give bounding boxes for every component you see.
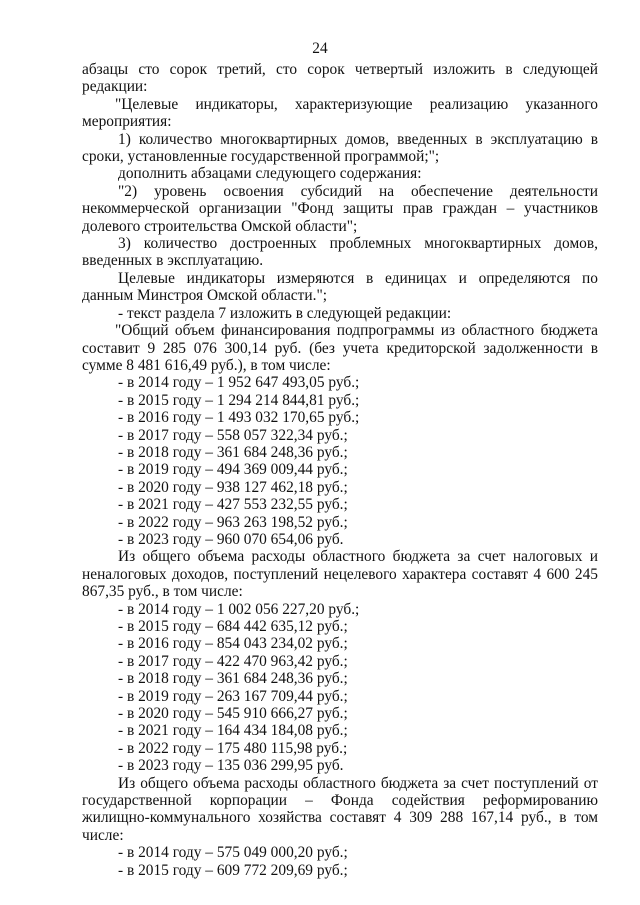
paragraph-indicator-1: 1) количество многоквартирных домов, введенных в эксплуатацию в сроки, установленные государственной программой;"; bbox=[82, 130, 598, 166]
list-tax-revenue-by-year bbox=[82, 601, 598, 775]
list-item: - в 2021 году – 164 434 184,08 руб.; bbox=[118, 722, 348, 740]
paragraph-indicators-measurement: Целевые индикаторы измеряются в единицах и определяются по данным Минстроя Омской области."; bbox=[82, 269, 598, 305]
list-item: - в 2023 году – 135 036 299,95 руб. bbox=[118, 757, 344, 775]
list-item: - в 2019 году – 494 369 009,44 руб.; bbox=[118, 461, 348, 479]
list-item: - в 2020 году – 545 910 666,27 руб.; bbox=[118, 705, 348, 723]
list-item: - в 2015 году – 609 772 209,69 руб.; bbox=[118, 861, 348, 879]
list-item: - в 2021 году – 427 553 232,55 руб.; bbox=[118, 496, 348, 514]
list-item: - в 2014 году – 1 952 647 493,05 руб.; bbox=[118, 374, 360, 392]
paragraph-total-funding: "Общий объем финансирования подпрограммы из областного бюджета составит 9 285 076 300,14 руб. (без учета кредиторской задолженности в сумме 8 481 616,49 руб.), в том числе: bbox=[82, 322, 598, 374]
list-item: - в 2015 году – 684 442 635,12 руб.; bbox=[118, 618, 348, 635]
document-body bbox=[82, 61, 598, 879]
paragraph-indicator-3: 3) количество достроенных проблемных многоквартирных домов, введенных в эксплуатацию. bbox=[82, 235, 598, 270]
list-item: - в 2018 году – 361 684 248,36 руб.; bbox=[118, 443, 348, 461]
paragraph-indicator-2: "2) уровень освоения субсидий на обеспечение деятельности некоммерческой организации "Фонд защиты прав граждан – участников долевого строительства Омской области"; bbox=[82, 182, 598, 235]
list-item: - в 2016 году – 854 043 234,02 руб.; bbox=[118, 635, 348, 653]
list-item: - в 2022 году – 175 480 115,98 руб.; bbox=[118, 739, 348, 757]
list-item: - в 2016 году – 1 493 032 170,65 руб.; bbox=[118, 409, 360, 427]
paragraph-tax-revenue-funding: Из общего объема расходы областного бюджета за счет налоговых и неналоговых доходов, поступлений нецелевого характера составят 4 600 245 867,35 руб., в том числе: bbox=[82, 548, 598, 601]
list-item: - в 2018 году – 361 684 248,36 руб.; bbox=[118, 670, 348, 688]
page-number: 24 bbox=[312, 40, 328, 57]
list-fund-funding-by-year bbox=[82, 844, 598, 879]
list-item: - в 2017 году – 558 057 322,34 руб.; bbox=[118, 426, 348, 444]
list-item: - в 2017 году – 422 470 963,42 руб.; bbox=[118, 652, 348, 670]
paragraph-supplement-intro: дополнить абзацами следующего содержания: bbox=[118, 165, 422, 183]
list-item: - в 2022 году – 963 263 198,52 руб.; bbox=[118, 513, 348, 531]
list-item: - в 2019 году – 263 167 709,44 руб.; bbox=[118, 687, 348, 705]
list-item: - в 2014 году – 1 002 056 227,20 руб.; bbox=[118, 600, 360, 618]
paragraph-section7-intro: - текст раздела 7 изложить в следующей редакции: bbox=[118, 304, 452, 322]
list-item: - в 2015 году – 1 294 214 844,81 руб.; bbox=[118, 391, 360, 409]
paragraph-indicators-heading: "Целевые индикаторы, характеризующие реализацию указанного мероприятия: bbox=[82, 95, 598, 131]
list-item: - в 2020 году – 938 127 462,18 руб.; bbox=[118, 478, 348, 496]
list-item: - в 2023 году – 960 070 654,06 руб. bbox=[118, 530, 344, 548]
list-item: - в 2014 году – 575 049 000,20 руб.; bbox=[118, 844, 348, 862]
paragraph-amendment-intro: абзацы сто сорок третий, сто сорок четвертый изложить в следующей редакции: bbox=[82, 61, 598, 96]
paragraph-fund-funding: Из общего объема расходы областного бюджета за счет поступлений от государственной корпорации – Фонда содействия реформированию жилищно-коммунального хозяйства составят 4 309 288 167,14 руб., в том числе: bbox=[82, 774, 598, 844]
list-total-funding-by-year bbox=[82, 374, 598, 548]
